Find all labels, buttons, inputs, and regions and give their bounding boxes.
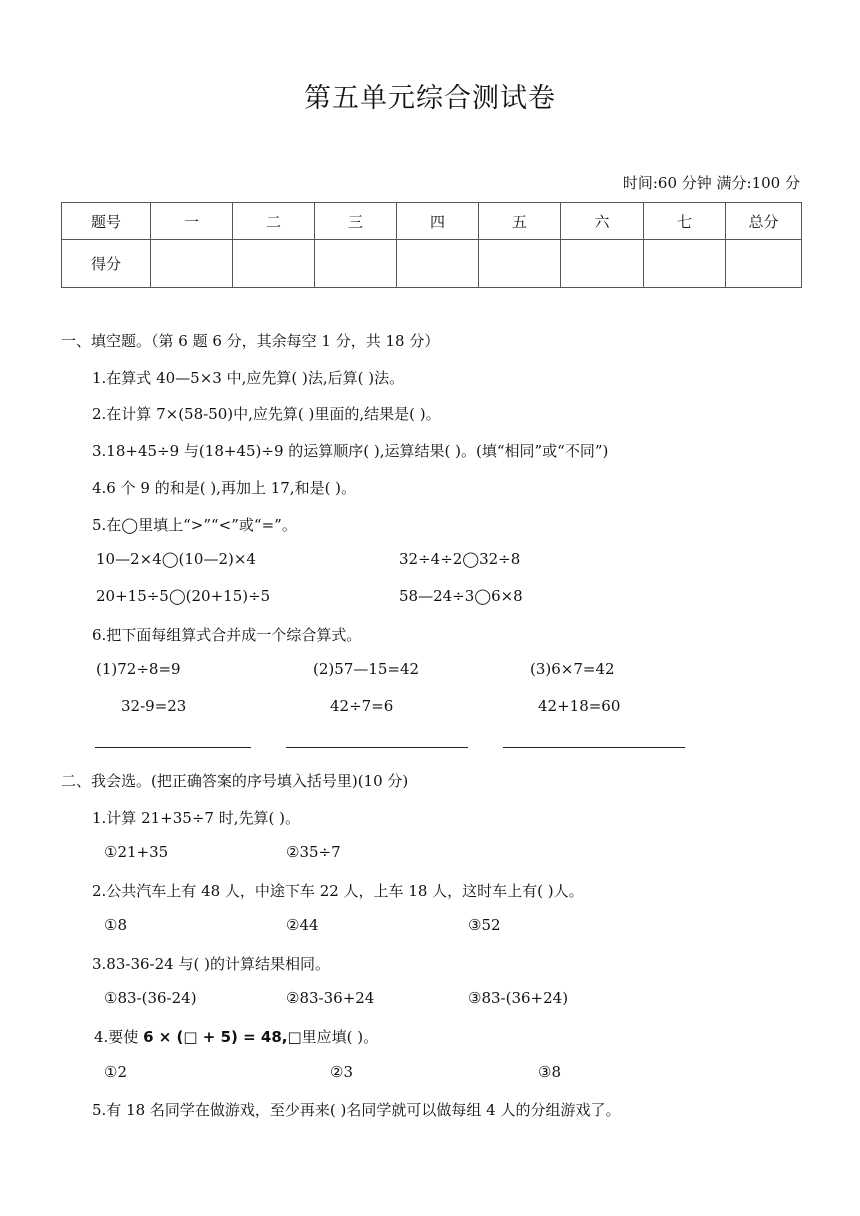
compare-item: 58—24÷3◯6×8 (399, 587, 523, 605)
answer-blank-line (286, 747, 468, 748)
q4-prefix: 4.要使 (94, 1028, 144, 1046)
answer-blank-line (95, 747, 251, 748)
option: ②3 (330, 1063, 353, 1081)
option: ②35÷7 (286, 843, 341, 861)
option: ①8 (104, 916, 127, 934)
option: ③52 (468, 916, 501, 934)
equation-group-1-b: 32-9=23 (121, 697, 187, 715)
score-cell (233, 240, 315, 288)
s1-question-6: 6.把下面每组算式合并成一个综合算式。 (92, 626, 362, 644)
score-cell (479, 240, 561, 288)
option: ②83-36+24 (286, 989, 375, 1007)
score-cell (397, 240, 479, 288)
header-cell: 三 (315, 203, 397, 240)
equation-group-2-b: 42÷7=6 (330, 697, 394, 715)
header-cell: 二 (233, 203, 315, 240)
score-table-score-row (62, 240, 802, 288)
score-cell (315, 240, 397, 288)
header-cell: 七 (644, 203, 726, 240)
compare-item: 20+15÷5◯(20+15)÷5 (96, 587, 271, 605)
equation-group-3-a: (3)6×7=42 (530, 660, 615, 678)
time-score-info: 时间:60 分钟 满分:100 分 (622, 174, 800, 192)
option: ③8 (538, 1063, 561, 1081)
header-cell: 题号 (62, 203, 151, 240)
s1-question-4: 4.6 个 9 的和是( ),再加上 17,和是( )。 (92, 479, 357, 497)
s2-question-1: 1.计算 21+35÷7 时,先算( )。 (92, 809, 300, 827)
score-table (61, 202, 802, 288)
option: ①83-(36-24) (104, 989, 197, 1007)
header-cell: 五 (479, 203, 561, 240)
score-cell (561, 240, 644, 288)
section2-heading: 二、我会选。(把正确答案的序号填入括号里)(10 分) (61, 772, 409, 790)
equation-group-2-a: (2)57—15=42 (313, 660, 420, 678)
score-table-header-row (62, 203, 802, 240)
s2-question-2: 2.公共汽车上有 48 人，中途下车 22 人，上车 18 人，这时车上有( )人。 (92, 882, 584, 900)
page-title: 第五单元综合测试卷 (304, 83, 556, 114)
equation-group-1-a: (1)72÷8=9 (96, 660, 181, 678)
s2-question-5: 5.有 18 名同学在做游戏，至少再来( )名同学就可以做每组 4 人的分组游戏了。 (92, 1101, 621, 1119)
compare-item: 32÷4÷2◯32÷8 (399, 550, 521, 568)
row-label-cell: 得分 (62, 240, 151, 288)
section1-heading: 一、填空题。（第 6 题 6 分，其余每空 1 分，共 18 分） (61, 332, 440, 350)
header-cell: 总分 (726, 203, 802, 240)
s2-question-4 (94, 1026, 378, 1047)
s1-question-5: 5.在◯里填上“>”“<”或“=”。 (92, 516, 297, 534)
header-cell: 四 (397, 203, 479, 240)
option: ①21+35 (104, 843, 169, 861)
score-cell (726, 240, 802, 288)
score-cell (151, 240, 233, 288)
option: ①2 (104, 1063, 127, 1081)
q4-suffix: □里应填( )。 (287, 1028, 379, 1046)
s1-question-1: 1.在算式 40—5×3 中,应先算( )法,后算( )法。 (92, 369, 405, 387)
option: ③83-(36+24) (468, 989, 569, 1007)
header-cell: 六 (561, 203, 644, 240)
answer-blank-line (503, 747, 685, 748)
compare-item: 10—2×4◯(10—2)×4 (96, 550, 256, 568)
header-cell: 一 (151, 203, 233, 240)
s2-question-3: 3.83-36-24 与( )的计算结果相同。 (92, 955, 330, 973)
score-cell (644, 240, 726, 288)
option: ②44 (286, 916, 319, 934)
equation-group-3-b: 42+18=60 (538, 697, 621, 715)
s1-question-3: 3.18+45÷9 与(18+45)÷9 的运算顺序( ),运算结果( )。(填“相同”或“不同”) (92, 442, 609, 460)
q4-equation: 6 × (□ + 5) = 48, (143, 1028, 288, 1046)
s1-question-2: 2.在计算 7×(58-50)中,应先算( )里面的,结果是( )。 (92, 405, 441, 423)
